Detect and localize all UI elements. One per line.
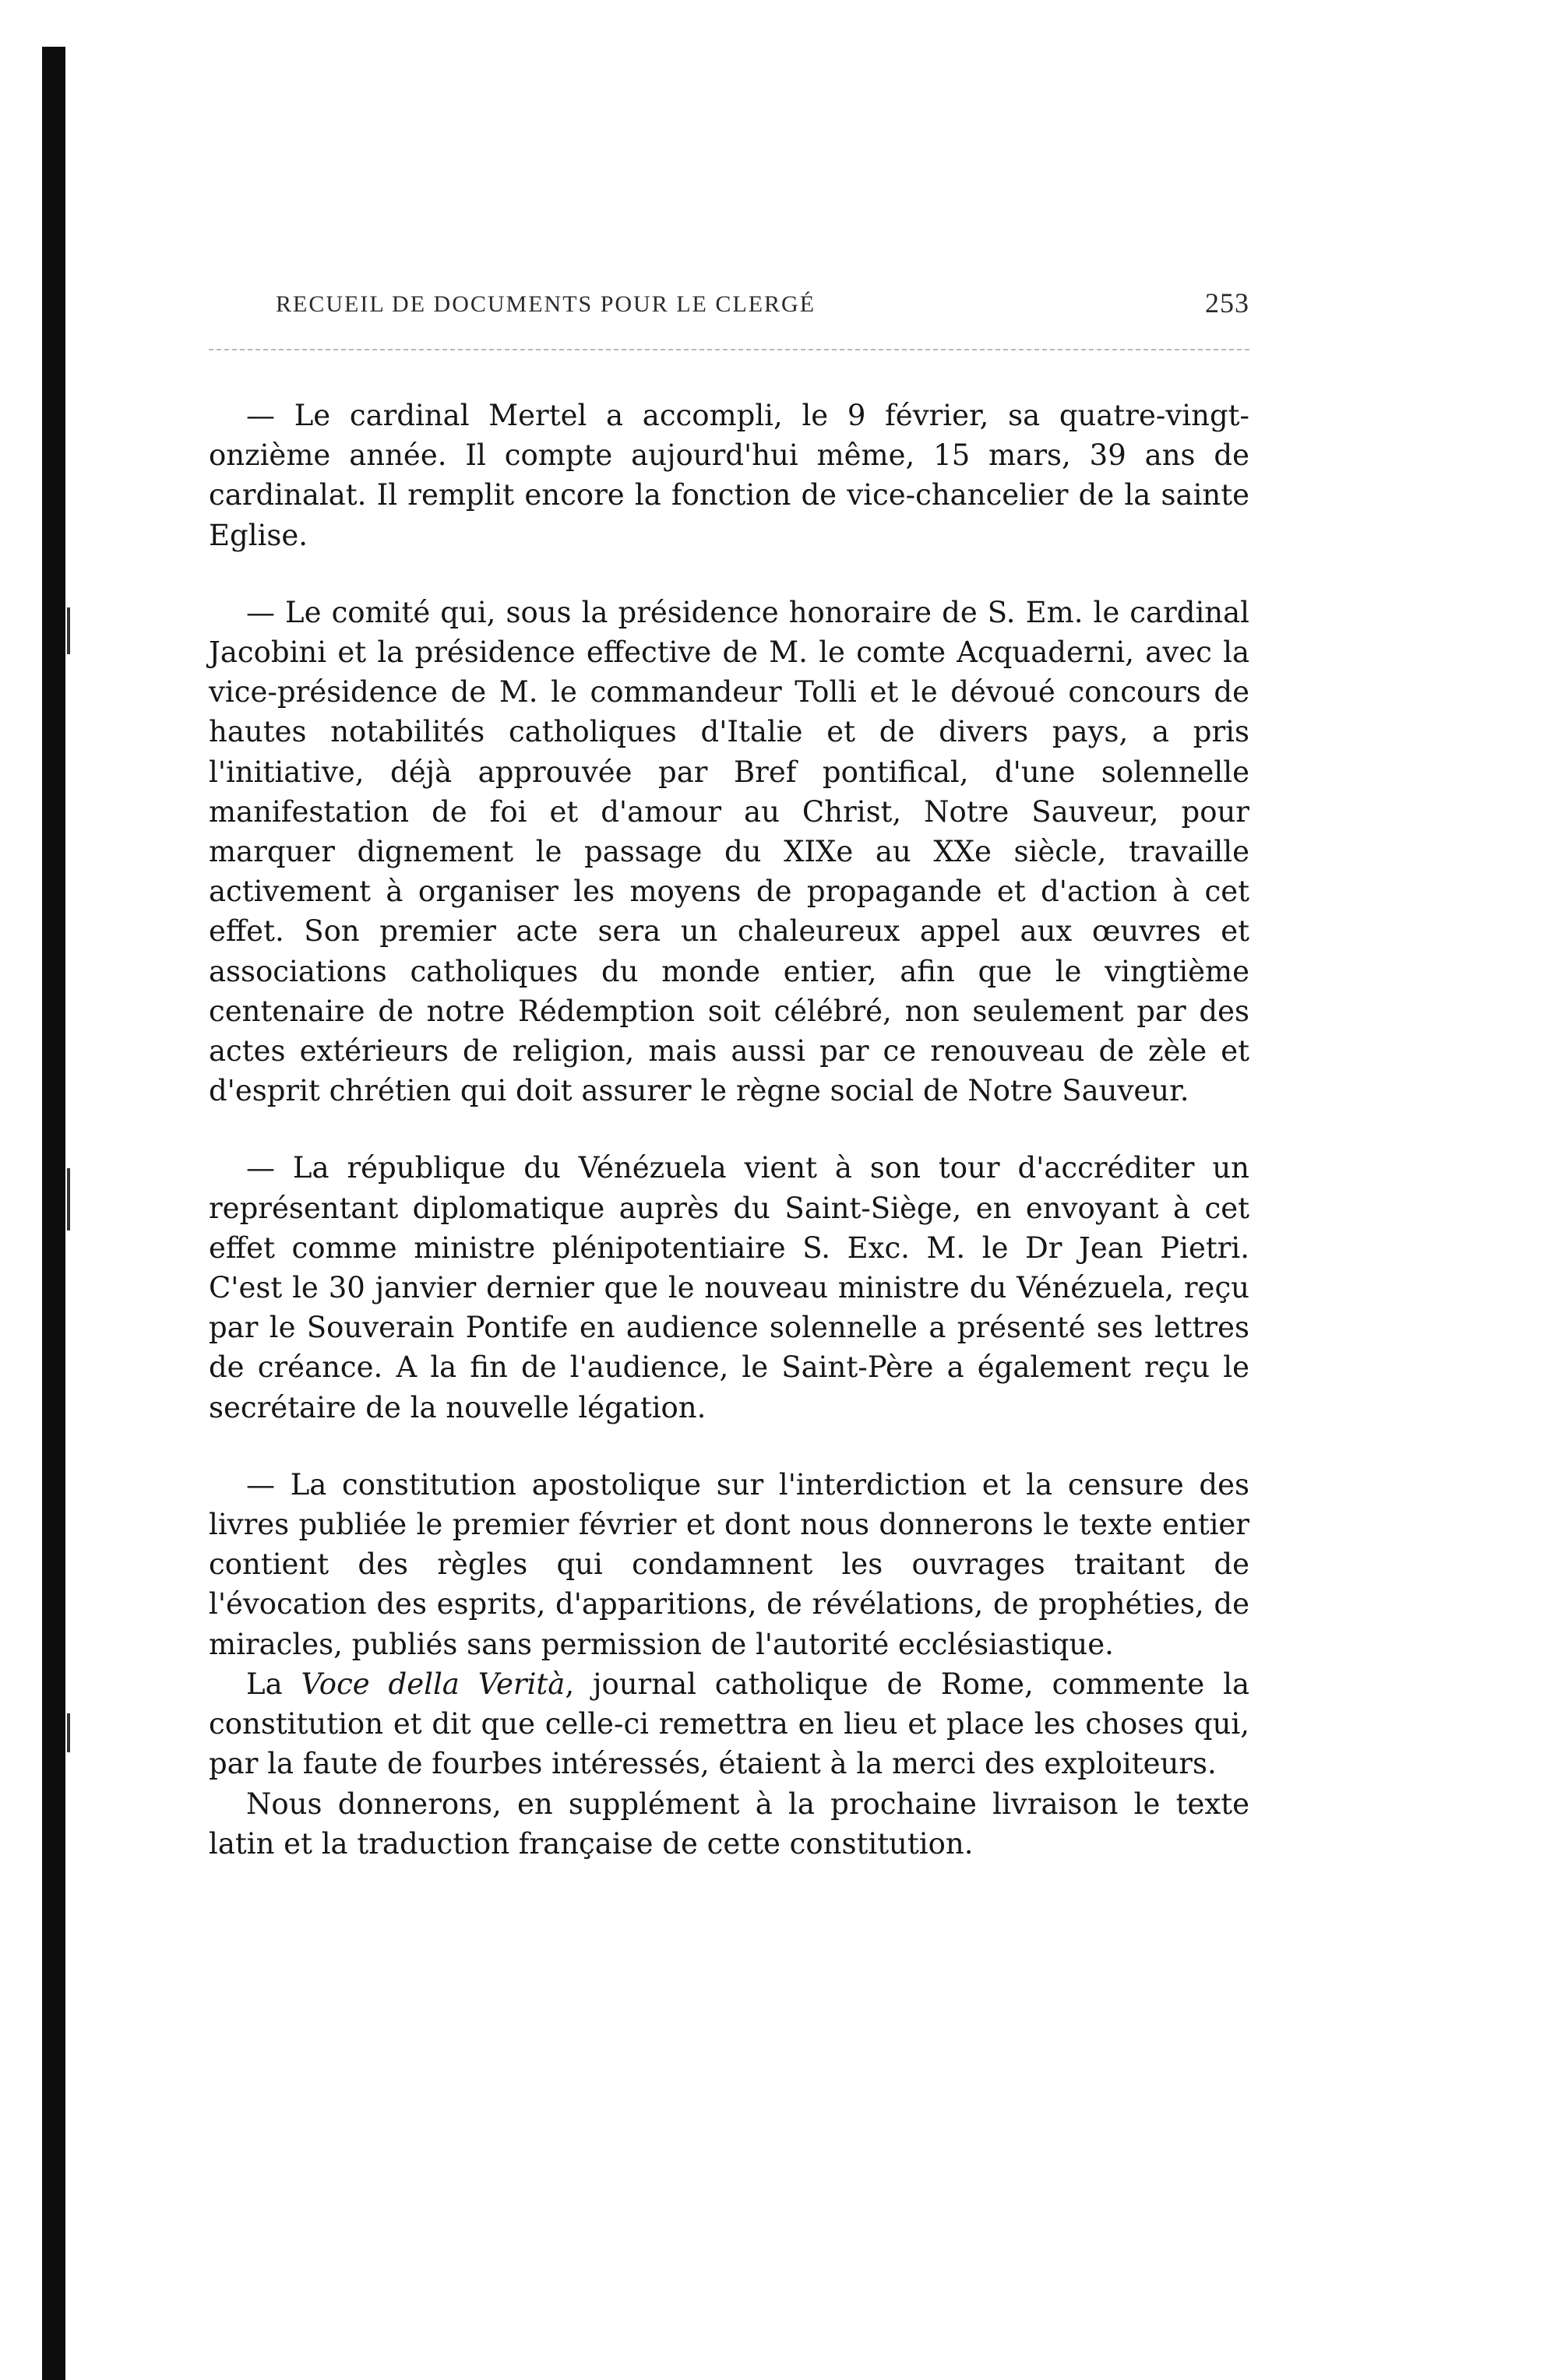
news-item-cardinal-mertel: — Le cardinal Mertel a accompli, le 9 février, sa quatre-vingt-onzième année. Il compte aujourd'hui même, 15 mars, 39 ans de cardinalat. Il remplit encore la fonction de vice-chancelier de la sainte Eglise. (209, 399, 1249, 552)
paragraph-gap (209, 1428, 1249, 1465)
page-number: 253 (1205, 287, 1249, 319)
news-item-constitution: — La constitution apostolique sur l'interdiction et la censure des livres publiée le premier février et dont nous donnerons le texte entier contient des règles qui condamnent les ouvrages traitant de l'évocation des esprits, d'apparitions, de révélations, de prophéties, de miracles, publiés sans permission de l'autorité ecclésiastique. (209, 1467, 1249, 1661)
paragraph-prefix: La (246, 1667, 301, 1701)
news-item-venezuela: — La république du Vénézuela vient à son tour d'accréditer un représentant diplomatique auprès du Saint-Siège, en envoyant à cet effet comme ministre plénipotentiaire S. Exc. M. le Dr Jean Pietri. C'est le 30 janvier dernier que le nouveau ministre du Vénézuela, reçu par le Souverain Pontife en audience solennelle a présenté ses lettres de créance. A la fin de l'audience, le Saint-Père a également reçu le secrétaire de la nouvelle légation. (209, 1151, 1249, 1424)
paragraph-supplement: Nous donnerons, en supplément à la prochaine livraison le texte latin et la traduction française de cette constitution. (209, 1787, 1249, 1861)
paragraph-gap (209, 555, 1249, 593)
article-body (209, 396, 1249, 1864)
running-title: RECUEIL DE DOCUMENTS POUR LE CLERGÉ (276, 291, 816, 317)
newspaper-title: Voce della Verità (301, 1667, 566, 1701)
scan-speck (67, 607, 70, 654)
binding-shadow (42, 47, 65, 2380)
paragraph-rest: , journal catholique de Rome, commente la constitution et dit que celle-ci remettra en lieu et place les choses qui, par la faute de fourbes intéressés, étaient à la merci des exploiteurs. (209, 1667, 1250, 1781)
paragraph-voce-della-verita (209, 1664, 1249, 1784)
running-head (209, 287, 1249, 322)
news-item-comite: — Le comité qui, sous la présidence honoraire de S. Em. le cardinal Jacobini et la présidence effective de M. le comte Acquaderni, avec la vice-présidence de M. le commandeur Tolli et le dévoué concours de hautes notabilités catholiques d'Italie et de divers pays, a pris l'initiative, déjà approuvée par Bref pontifical, d'une solennelle manifestation de foi et d'amour au Christ, Notre Sauveur, pour marquer dignement le passage du XIXe au XXe siècle, travaille activement à organiser les moyens de propagande et d'action à cet effet. Son premier acte sera un chaleureux appel aux œuvres et associations catholiques du monde entier, afin que le vingtième centenaire de notre Rédemption soit célébré, non seulement par des actes extérieurs de religion, mais aussi par ce renouveau de zèle et d'esprit chrétien qui doit assurer le règne social de Notre Sauveur. (209, 595, 1249, 1108)
scan-speck (67, 1713, 70, 1752)
scan-speck (67, 1168, 70, 1230)
header-rule (209, 349, 1249, 350)
paragraph-gap (209, 1111, 1249, 1148)
